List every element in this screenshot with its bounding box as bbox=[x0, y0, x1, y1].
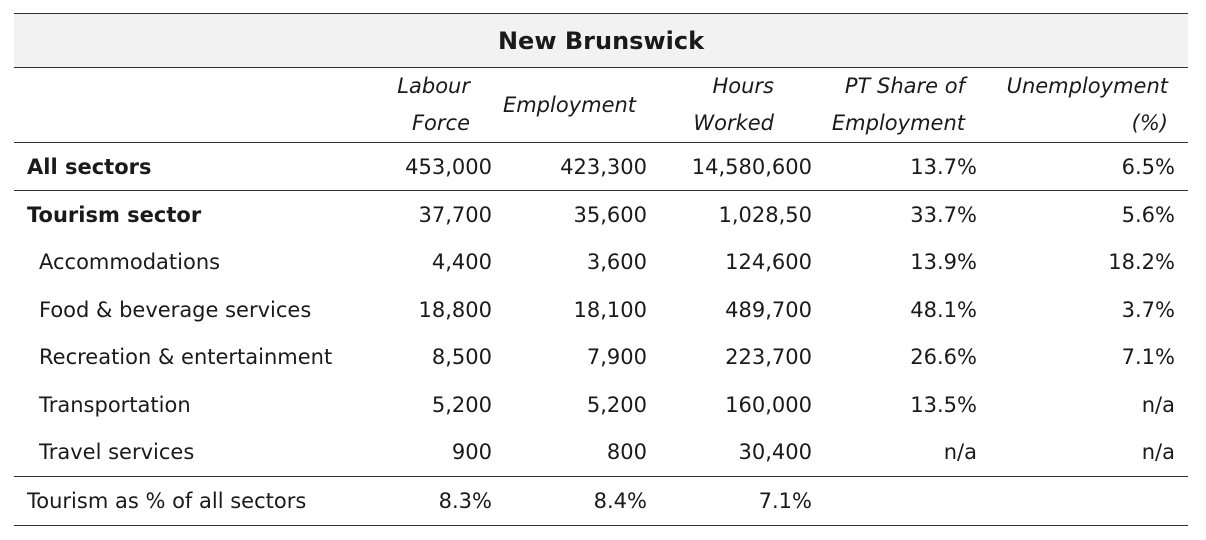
cell-hours-worked: 160,000 bbox=[725, 392, 812, 417]
header-unemployment bbox=[977, 68, 1188, 143]
header-labour-force-line1: Labour bbox=[397, 74, 470, 98]
header-unemployment-line1: Unemployment bbox=[1006, 74, 1168, 98]
row-label: Accommodations bbox=[39, 250, 221, 275]
cell-unemployment: n/a bbox=[977, 429, 1188, 477]
cell-unemployment: 5.6% bbox=[1121, 202, 1175, 227]
cell-employment: 8.4% bbox=[492, 477, 647, 526]
header-pt-line2: Employment bbox=[831, 111, 965, 135]
cell-labour-force: 5,200 bbox=[431, 392, 492, 417]
cell-employment: 18,100 bbox=[573, 297, 647, 322]
cell-labour-force: 453,000 bbox=[376, 143, 492, 191]
table-row bbox=[14, 334, 1188, 382]
cell-pt-share: 13.9% bbox=[910, 250, 977, 275]
cell-hours-worked: 14,580,600 bbox=[647, 143, 812, 191]
cell-employment: 3,600 bbox=[586, 250, 647, 275]
cell-labour-force: 18,800 bbox=[418, 297, 492, 322]
cell-employment: 423,300 bbox=[492, 143, 647, 191]
header-hours-line1: Hours bbox=[712, 74, 774, 98]
header-unemployment-line2: (%) bbox=[1131, 111, 1168, 135]
header-labour-force bbox=[376, 68, 492, 143]
table-title: New Brunswick bbox=[14, 14, 1188, 68]
table-row bbox=[14, 191, 1188, 239]
title-row bbox=[14, 14, 1188, 68]
row-label: All sectors bbox=[14, 143, 376, 191]
table-row bbox=[14, 239, 1188, 287]
cell-unemployment: 7.1% bbox=[1121, 345, 1175, 370]
table-row bbox=[14, 286, 1188, 334]
cell-labour-force: 4,400 bbox=[431, 250, 492, 275]
cell-hours-worked: 124,600 bbox=[725, 250, 812, 275]
table-row bbox=[14, 143, 1188, 191]
cell-pt-share: 26.6% bbox=[910, 345, 977, 370]
labour-force-table-container bbox=[14, 13, 1188, 526]
cell-labour-force: 900 bbox=[376, 429, 492, 477]
cell-employment: 800 bbox=[492, 429, 647, 477]
cell-hours-worked: 489,700 bbox=[725, 297, 812, 322]
header-hours-worked bbox=[647, 68, 812, 143]
cell-unemployment bbox=[977, 477, 1188, 526]
header-employment: Employment bbox=[492, 68, 647, 143]
row-label: Tourism as % of all sectors bbox=[14, 477, 376, 526]
row-label: Transportation bbox=[39, 392, 191, 417]
cell-unemployment: 18.2% bbox=[1108, 250, 1175, 275]
cell-pt-share: 48.1% bbox=[910, 297, 977, 322]
header-pt-line1: PT Share of bbox=[844, 74, 965, 98]
cell-employment: 35,600 bbox=[573, 202, 647, 227]
cell-pt-share bbox=[812, 477, 977, 526]
row-label: Travel services bbox=[14, 429, 376, 477]
cell-hours-worked: 1,028,50 bbox=[718, 202, 812, 227]
cell-pt-share: 13.5% bbox=[910, 392, 977, 417]
row-label: Recreation & entertainment bbox=[39, 345, 333, 370]
cell-labour-force: 8,500 bbox=[431, 345, 492, 370]
row-label: Tourism sector bbox=[27, 202, 202, 227]
header-pt-share bbox=[812, 68, 977, 143]
header-blank bbox=[14, 68, 376, 143]
cell-hours-worked: 30,400 bbox=[647, 429, 812, 477]
cell-unemployment: n/a bbox=[1141, 392, 1175, 417]
table-row bbox=[14, 477, 1188, 526]
cell-unemployment: 6.5% bbox=[977, 143, 1188, 191]
cell-employment: 5,200 bbox=[586, 392, 647, 417]
labour-force-table bbox=[14, 13, 1188, 526]
cell-pt-share: 33.7% bbox=[910, 202, 977, 227]
header-row bbox=[14, 68, 1188, 143]
header-hours-line2: Worked bbox=[693, 111, 774, 135]
cell-employment: 7,900 bbox=[586, 345, 647, 370]
cell-hours-worked: 7.1% bbox=[647, 477, 812, 526]
cell-labour-force: 37,700 bbox=[418, 202, 492, 227]
cell-unemployment: 3.7% bbox=[1121, 297, 1175, 322]
cell-labour-force: 8.3% bbox=[376, 477, 492, 526]
cell-pt-share: n/a bbox=[812, 429, 977, 477]
header-labour-force-line2: Force bbox=[411, 111, 470, 135]
cell-hours-worked: 223,700 bbox=[725, 345, 812, 370]
row-label: Food & beverage services bbox=[39, 297, 312, 322]
table-row bbox=[14, 429, 1188, 477]
table-row bbox=[14, 381, 1188, 429]
cell-pt-share: 13.7% bbox=[812, 143, 977, 191]
